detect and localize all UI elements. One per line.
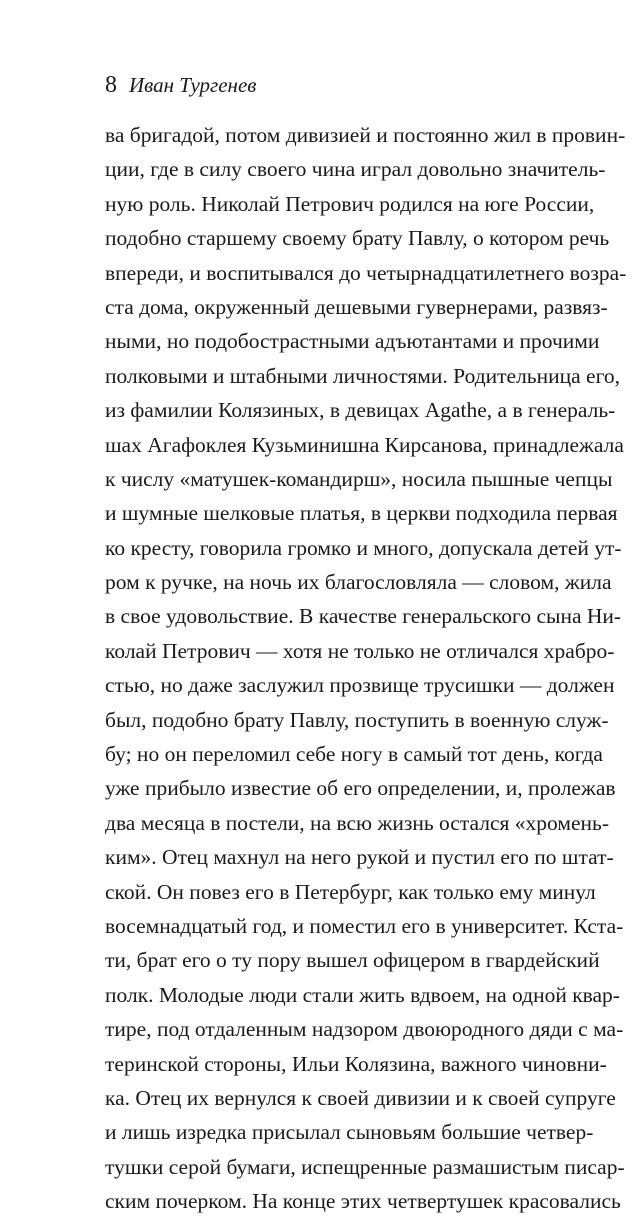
text-line: в свое удовольствие. В качестве генеральского сына Ни- [105, 604, 622, 629]
text-line: подобно старшему своему брату Павлу, о котором речь [105, 226, 610, 251]
text-line: ста дома, окруженный дешевыми гувернерами, развяз- [105, 294, 608, 319]
text-line: и шумные шелковые платья, в церкви подходила первая [105, 501, 618, 526]
text-line: колай Петрович — хотя не только не отличался храбро- [105, 638, 615, 663]
text-line: ром к ручке, на ночь их благословляла — словом, жила [105, 570, 612, 595]
text-line: бу; но он переломил себе ногу в самый тот день, когда [105, 742, 603, 767]
text-line: ти, брат его о ту пору вышел офицером в гвардейский [105, 948, 600, 973]
running-head [105, 70, 256, 100]
text-line: ции, где в силу своего чина играл довольно значитель- [105, 157, 606, 182]
text-line: тире, под отдаленным надзором двоюродного дяди с ма- [105, 1017, 624, 1042]
text-line: ским почерком. На конце этих четвертушек красовались [105, 1189, 621, 1214]
text-line: ва бригадой, потом дивизией и постоянно жил в провин- [105, 123, 626, 147]
text-line: теринской стороны, Ильи Колязина, важного чиновни- [105, 1051, 607, 1076]
running-title: Иван Тургенев [129, 73, 257, 97]
page-number: 8 [105, 72, 117, 98]
text-line: ской. Он повез его в Петербург, как только ему минул [105, 879, 596, 904]
text-line: был, подобно брату Павлу, поступить в военную служ- [105, 707, 609, 732]
text-line: стью, но даже заслужил прозвище трусишки — должен [105, 673, 615, 698]
text-line: ким». Отец махнул на него рукой и пустил его по штат- [105, 845, 614, 870]
text-line: из фамилии Колязиных, в девицах Agathe, а в генераль- [105, 398, 616, 423]
text-line: впереди, и воспитывался до четырнадцатилетнего возра- [105, 260, 627, 285]
text-line: и лишь изредка присылал сыновьям большие четвер- [105, 1120, 594, 1145]
text-line: полк. Молодые люди стали жить вдвоем, на одной квар- [105, 982, 620, 1007]
text-line: уже прибыло известие об его определении, и, пролежав [105, 776, 616, 801]
text-line: шах Агафоклея Кузьминишна Кирсанова, принадлежала [105, 432, 624, 457]
text-line: тушки серой бумаги, испещренные размашистым писар- [105, 1154, 625, 1179]
text-line: к числу «матушек-командирш», носила пышные чепцы [105, 466, 613, 491]
text-line: ко кресту, говорила громко и много, допускала детей ут- [105, 535, 622, 560]
text-line: полковыми и штабными личностями. Родительница его, [105, 363, 621, 388]
text-line: ка. Отец их вернулся к своей дивизии и к своей супруге [105, 1085, 616, 1110]
text-line: два месяца в постели, на всю жизнь остался «хромень- [105, 810, 609, 835]
body-text [105, 118, 627, 1219]
text-line: ными, но подобострастными адъютантами и прочими [105, 329, 600, 354]
text-line: ную роль. Николай Петрович родился на юге России, [105, 191, 595, 216]
text-line: восемнадцатый год, и поместил его в университет. Кста- [105, 913, 624, 938]
